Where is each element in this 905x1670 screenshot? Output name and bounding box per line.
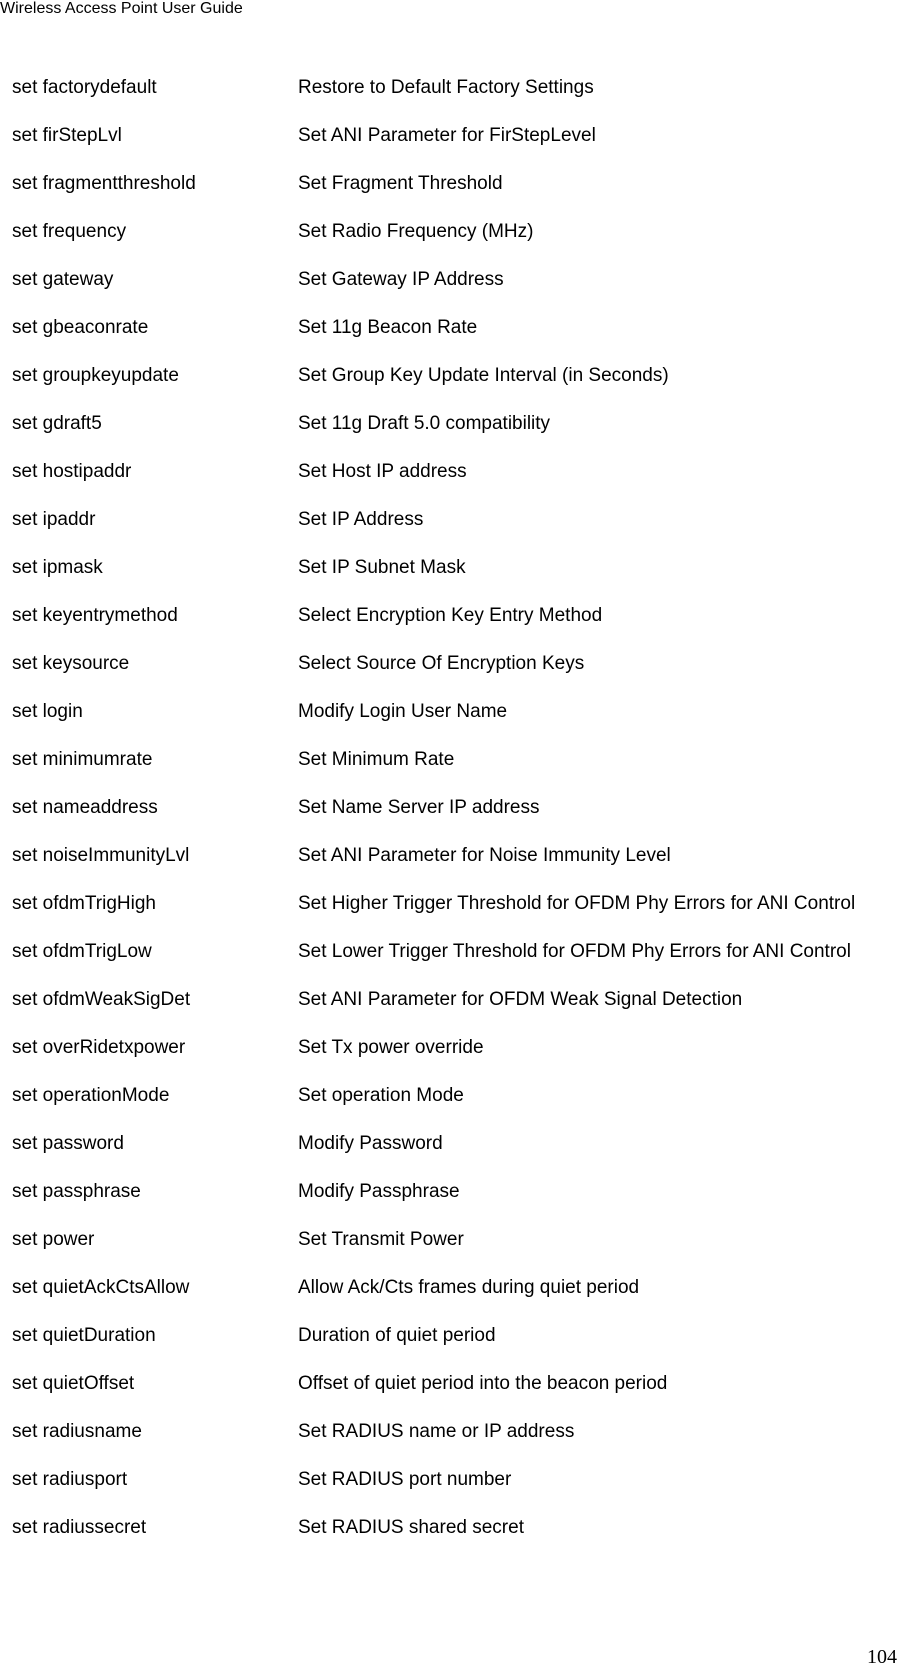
command-description: Set Tx power override <box>298 1037 484 1058</box>
command-row <box>12 1180 872 1204</box>
command-name: set fragmentthreshold <box>12 173 196 194</box>
command-row <box>12 412 872 436</box>
command-name: set ofdmTrigLow <box>12 941 152 962</box>
command-description: Set 11g Beacon Rate <box>298 317 478 338</box>
command-name: set nameaddress <box>12 797 158 818</box>
command-row <box>12 652 872 676</box>
command-row <box>12 76 872 100</box>
command-description: Modify Passphrase <box>298 1181 460 1202</box>
command-name: set factorydefault <box>12 77 157 98</box>
command-name: set ofdmTrigHigh <box>12 893 156 914</box>
command-description: Select Encryption Key Entry Method <box>298 605 603 626</box>
command-name: set ofdmWeakSigDet <box>12 989 191 1010</box>
command-description: Set Higher Trigger Threshold for OFDM Phy Errors for ANI Control <box>298 893 856 914</box>
command-name: set ipaddr <box>12 509 96 530</box>
command-row <box>12 556 872 580</box>
command-description: Duration of quiet period <box>298 1325 496 1346</box>
command-name: set password <box>12 1133 124 1154</box>
command-description: Set Radio Frequency (MHz) <box>298 221 534 242</box>
command-description: Set 11g Draft 5.0 compatibility <box>298 413 551 434</box>
command-row <box>12 1084 872 1108</box>
command-description: Set Group Key Update Interval (in Seconds) <box>298 365 669 386</box>
command-row <box>12 1516 872 1540</box>
command-description: Modify Password <box>298 1133 443 1154</box>
command-description: Set Transmit Power <box>298 1229 464 1250</box>
command-name: set hostipaddr <box>12 461 132 482</box>
command-name: set quietOffset <box>12 1373 135 1394</box>
command-description: Set RADIUS shared secret <box>298 1517 524 1538</box>
command-description: Set ANI Parameter for OFDM Weak Signal Detection <box>298 989 743 1010</box>
command-description: Set Gateway IP Address <box>298 269 504 290</box>
command-description: Set IP Address <box>298 509 424 530</box>
command-description: Set RADIUS port number <box>298 1469 512 1490</box>
command-name: set gateway <box>12 269 114 290</box>
command-name: set passphrase <box>12 1181 141 1202</box>
command-name: set noiseImmunityLvl <box>12 845 190 866</box>
command-description: Set operation Mode <box>298 1085 464 1106</box>
command-name: set overRidetxpower <box>12 1037 186 1058</box>
command-row <box>12 1276 872 1300</box>
command-row <box>12 172 872 196</box>
command-description: Set Name Server IP address <box>298 797 540 818</box>
command-row <box>12 748 872 772</box>
command-row <box>12 508 872 532</box>
command-name: set radiusport <box>12 1469 128 1490</box>
command-row <box>12 1420 872 1444</box>
command-description: Modify Login User Name <box>298 701 508 722</box>
command-row <box>12 892 872 916</box>
command-name: set operationMode <box>12 1085 170 1106</box>
command-name: set frequency <box>12 221 127 242</box>
command-name: set groupkeyupdate <box>12 365 179 386</box>
command-name: set firStepLvl <box>12 125 122 146</box>
command-description: Allow Ack/Cts frames during quiet period <box>298 1277 640 1298</box>
command-name: set radiussecret <box>12 1517 147 1538</box>
command-row <box>12 700 872 724</box>
command-row <box>12 1324 872 1348</box>
command-row <box>12 124 872 148</box>
command-description: Set Host IP address <box>298 461 467 482</box>
command-description: Select Source Of Encryption Keys <box>298 653 585 674</box>
command-description: Set Lower Trigger Threshold for OFDM Phy Errors for ANI Control <box>298 941 851 962</box>
command-row <box>12 1372 872 1396</box>
command-row <box>12 1228 872 1252</box>
command-description: Restore to Default Factory Settings <box>298 77 594 98</box>
command-description: Set ANI Parameter for Noise Immunity Level <box>298 845 671 866</box>
command-row <box>12 268 872 292</box>
command-description: Offset of quiet period into the beacon period <box>298 1373 668 1394</box>
command-row <box>12 316 872 340</box>
command-row <box>12 796 872 820</box>
page-number: 104 <box>867 1646 897 1668</box>
command-name: set ipmask <box>12 557 103 578</box>
command-row <box>12 220 872 244</box>
command-row <box>12 1036 872 1060</box>
command-description: Set RADIUS name or IP address <box>298 1421 575 1442</box>
command-description: Set IP Subnet Mask <box>298 557 466 578</box>
command-row <box>12 844 872 868</box>
command-row <box>12 364 872 388</box>
command-name: set gdraft5 <box>12 413 102 434</box>
command-row <box>12 460 872 484</box>
command-name: set keyentrymethod <box>12 605 178 626</box>
command-description: Set Fragment Threshold <box>298 173 503 194</box>
command-name: set power <box>12 1229 95 1250</box>
command-table <box>12 76 872 1540</box>
command-name: set quietDuration <box>12 1325 156 1346</box>
running-header-title: Wireless Access Point User Guide <box>0 0 243 17</box>
command-row <box>12 604 872 628</box>
command-description: Set Minimum Rate <box>298 749 455 770</box>
command-row <box>12 940 872 964</box>
command-name: set radiusname <box>12 1421 142 1442</box>
command-name: set gbeaconrate <box>12 317 149 338</box>
command-name: set login <box>12 701 83 722</box>
command-name: set keysource <box>12 653 130 674</box>
command-row <box>12 1132 872 1156</box>
command-row <box>12 1468 872 1492</box>
command-description: Set ANI Parameter for FirStepLevel <box>298 125 596 146</box>
command-row <box>12 988 872 1012</box>
command-name: set quietAckCtsAllow <box>12 1277 190 1298</box>
command-name: set minimumrate <box>12 749 153 770</box>
